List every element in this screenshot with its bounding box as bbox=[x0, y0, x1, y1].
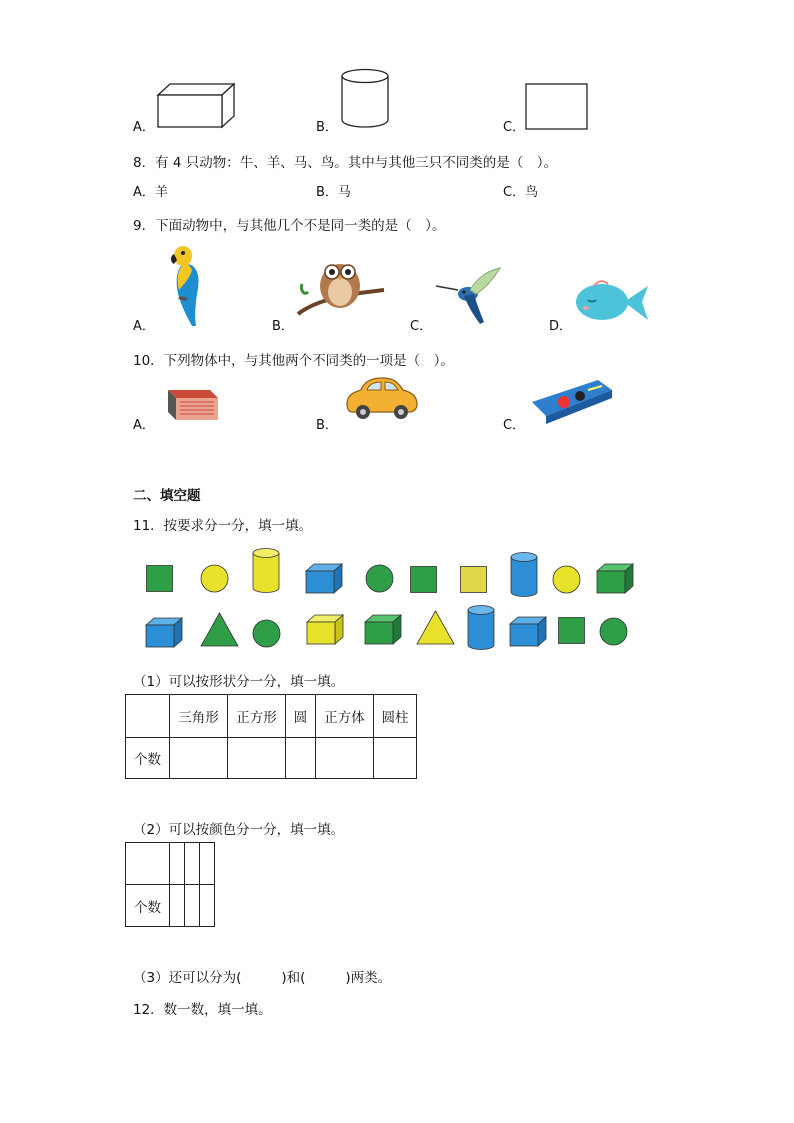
fish-icon bbox=[574, 280, 650, 324]
question-12: 12．数一数，填一填。 bbox=[133, 1002, 272, 1018]
q11-part-2: （2）可以按颜色分一分，填一填。 bbox=[133, 822, 345, 838]
parrot-icon bbox=[166, 244, 208, 328]
blue-cube-icon bbox=[305, 563, 345, 595]
table-header-cell[interactable] bbox=[170, 843, 185, 885]
table-header-cell bbox=[126, 843, 170, 885]
section-title-fill-in: 二、填空题 bbox=[133, 488, 201, 504]
q11-part-1: （1）可以按形状分一分，填一填。 bbox=[133, 674, 345, 690]
answer-cell[interactable] bbox=[170, 738, 228, 779]
q7-option-a: A． bbox=[133, 120, 155, 135]
blue-cylinder-icon bbox=[510, 552, 538, 598]
green-circle-icon bbox=[599, 617, 629, 647]
part3-text-c: )两类。 bbox=[345, 970, 392, 986]
green-circle-icon bbox=[365, 564, 395, 594]
owl-icon bbox=[296, 252, 386, 318]
answer-cell[interactable] bbox=[228, 738, 286, 779]
q11-part-3 bbox=[133, 966, 391, 986]
table-header-cell bbox=[126, 695, 170, 738]
answer-cell[interactable] bbox=[200, 885, 215, 927]
q7-option-c: C． bbox=[503, 120, 526, 135]
pencil-case-icon bbox=[530, 376, 614, 426]
q10-option-a: A． bbox=[133, 418, 155, 433]
q10-option-c: C． bbox=[503, 418, 526, 433]
green-square-icon bbox=[558, 617, 586, 645]
table-row-label: 个数 bbox=[126, 738, 170, 779]
answer-cell[interactable] bbox=[286, 738, 316, 779]
part3-text-b: )和( bbox=[281, 970, 306, 986]
book-icon bbox=[160, 384, 220, 424]
answer-cell[interactable] bbox=[316, 738, 374, 779]
table-header-cell: 圆柱 bbox=[374, 695, 417, 738]
question-10: 10．下列物体中，与其他两个不同类的一项是（ ）。 bbox=[133, 353, 454, 369]
q9-option-b: B． bbox=[272, 319, 294, 334]
green-cube-icon bbox=[596, 563, 636, 595]
green-square-icon bbox=[410, 566, 438, 594]
yellow-triangle-icon bbox=[416, 610, 456, 646]
table-row-label: 个数 bbox=[126, 885, 170, 927]
table-header-cell: 正方形 bbox=[228, 695, 286, 738]
shape-count-table bbox=[125, 694, 417, 779]
cuboid-icon bbox=[156, 82, 238, 130]
table-header-cell[interactable] bbox=[185, 843, 200, 885]
q10-option-b: B． bbox=[316, 418, 338, 433]
cylinder-icon bbox=[340, 68, 390, 130]
green-square-icon bbox=[146, 565, 174, 593]
q8-option-c: C．鸟 bbox=[503, 185, 539, 200]
hummingbird-icon bbox=[434, 266, 502, 326]
color-count-table bbox=[125, 842, 215, 927]
table-header-cell: 圆 bbox=[286, 695, 316, 738]
yellow-circle-icon bbox=[200, 564, 230, 594]
green-circle-icon bbox=[252, 619, 282, 649]
table-header-cell: 正方体 bbox=[316, 695, 374, 738]
table-header-cell: 三角形 bbox=[170, 695, 228, 738]
question-11: 11．按要求分一分，填一填。 bbox=[133, 518, 313, 534]
answer-cell[interactable] bbox=[374, 738, 417, 779]
answer-cell[interactable] bbox=[185, 885, 200, 927]
question-9: 9．下面动物中，与其他几个不是同一类的是（ ）。 bbox=[133, 218, 446, 234]
part3-text-a: （3）还可以分为( bbox=[133, 970, 242, 986]
blue-cube-icon bbox=[145, 617, 185, 649]
q8-option-b: B．马 bbox=[316, 185, 351, 200]
q8-option-a: A．羊 bbox=[133, 185, 168, 200]
q9-option-c: C． bbox=[410, 319, 433, 334]
blue-cylinder-icon bbox=[467, 605, 495, 651]
table-header-cell[interactable] bbox=[200, 843, 215, 885]
question-8: 8．有 4 只动物：牛、羊、马、鸟。其中与其他三只不同类的是（ ）。 bbox=[133, 155, 558, 171]
yellow-cube-icon bbox=[306, 614, 346, 646]
yellow-cylinder-icon bbox=[252, 548, 280, 594]
green-triangle-icon bbox=[200, 612, 240, 648]
green-cube-icon bbox=[364, 614, 404, 646]
toy-car-icon bbox=[343, 376, 419, 422]
q9-option-a: A． bbox=[133, 319, 155, 334]
q7-option-b: B． bbox=[316, 120, 338, 135]
rectangle-icon bbox=[525, 83, 589, 131]
yellow-circle-icon bbox=[552, 565, 582, 595]
answer-cell[interactable] bbox=[170, 885, 185, 927]
blue-cube-icon bbox=[509, 616, 549, 648]
yellow-square-icon bbox=[460, 566, 488, 594]
q9-option-d: D． bbox=[549, 319, 573, 334]
